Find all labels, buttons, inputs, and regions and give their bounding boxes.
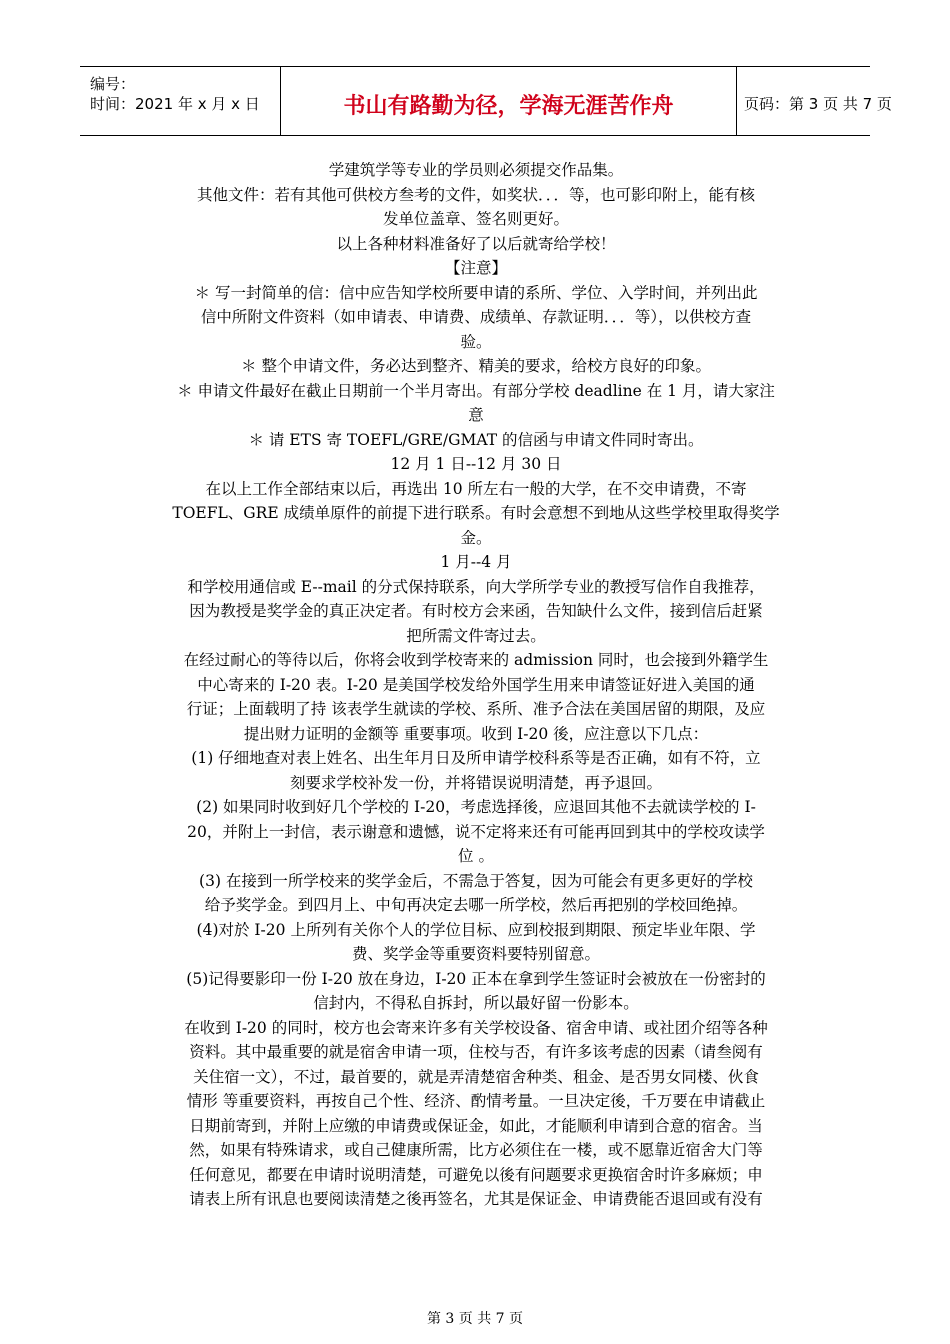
- body-line: 把所需文件寄过去。: [406, 626, 546, 645]
- body-line: 在经过耐心的等待以后，你将会收到学校寄来的 admission 同时，也会接到外籍学生: [183, 651, 769, 669]
- header-motto: 书山有路勤为径，学海无涯苦作舟: [343, 94, 674, 119]
- body-line: (2) 如果同时收到好几个学校的 I-20，考虑选择後，应退回其他不去就读学校的 I-: [196, 798, 756, 816]
- body-line: 任何意见，都要在申请时说明清楚，可避免以後有问题要求更换宿舍时许多麻烦；申: [189, 1165, 763, 1184]
- header-left-cell: [80, 67, 280, 135]
- body-line: 给予奖学金。到四月上、中旬再决定去哪一所学校，然后再把别的学校回绝掉。: [204, 896, 748, 914]
- header-page-number: 页码：第 3 页 共 7 页: [744, 95, 892, 113]
- body-text: [140, 158, 812, 1212]
- body-line: 日期前寄到，并附上应缴的申请费或保证金，如此，才能顺利申请到合意的宿舍。当: [189, 1116, 763, 1135]
- body-line: (5)记得要影印一份 I-20 放在身边，I-20 正本在拿到学生签证时会被放在一份密封的: [186, 969, 766, 988]
- document-time-label: 时间：2021 年 x 月 x 日: [90, 95, 260, 113]
- body-line: 1 月--4 月: [440, 553, 512, 571]
- body-line: 然，如果有特殊请求，或自己健康所需，比方必须住在一楼，或不愿靠近宿舍大门等: [189, 1141, 763, 1159]
- body-line: 位 。: [458, 847, 494, 865]
- body-line: 以上各种材料准备好了以后就寄给学校！: [336, 234, 616, 253]
- page-header: [80, 66, 892, 136]
- header-right-cell: [736, 67, 892, 135]
- body-line: ＊ 请 ETS 寄 TOEFL/GRE/GMAT 的信函与申请文件同时寄出。: [248, 430, 704, 449]
- body-line: (4)对於 I-20 上所列有关你个人的学位目标、应到校报到期限、预定毕业年限、学: [196, 920, 756, 939]
- body-line: 信中所附文件资料（如申请表、申请费、成绩单、存款证明．．．等），以供校方查: [200, 308, 752, 326]
- body-line: (1) 仔细地查对表上姓名、出生年月日及所申请学校科系等是否正确，如有不符，立: [191, 749, 761, 767]
- body-line: 20，并附上一封信，表示谢意和遗憾，说不定将来还有可能再回到其中的学校攻读学: [187, 822, 765, 841]
- header-middle-cell: [280, 67, 737, 135]
- document-number-label: 编号：: [90, 75, 136, 93]
- body-line: ＊ 整个申请文件，务必达到整齐、精美的要求，给校方良好的印象。: [241, 357, 711, 375]
- body-line: 费、奖学金等重要资料要特别留意。: [351, 945, 600, 963]
- body-line: 意: [468, 406, 484, 424]
- body-line: 提出财力证明的金额等 重要事项。收到 I-20 後，应注意以下几点：: [243, 724, 709, 743]
- body-line: 在收到 I-20 的同时，校方也会寄来许多有关学校设备、宿舍申请、或社团介绍等各种: [184, 1018, 768, 1037]
- body-line: 关住宿一文），不过，最首要的，就是弄清楚宿舍种类、租金、是否男女同楼、伙食: [193, 1067, 759, 1086]
- body-line: 资料。其中最重要的就是宿舍申请一项，住校与否，有许多该考虑的因素（请叁阅有: [189, 1043, 763, 1061]
- page-footer: 第 3 页 共 7 页: [426, 1311, 524, 1327]
- body-line: 因为教授是奖学金的真正决定者。有时校方会来函，告知缺什么文件，接到信后赶紧: [189, 602, 763, 620]
- body-line: 【注意】: [444, 259, 507, 277]
- body-line: 请表上所有讯息也要阅读清楚之後再签名，尤其是保证金、申请费能否退回或有没有: [189, 1190, 763, 1208]
- body-line: 情形 等重要资料，再按自己个性、经济、酌情考量。一旦决定後，千万要在申请截止: [186, 1092, 766, 1110]
- body-line: 和学校用通信或 E--mail 的分式保持联系，向大学所学专业的教授写信作自我推荐，: [187, 577, 765, 596]
- body-line: 12 月 1 日--12 月 30 日: [390, 455, 562, 473]
- body-line: 其他文件：若有其他可供校方叁考的文件，如奖状．．．等，也可影印附上，能有核: [196, 185, 755, 204]
- body-line: 验。: [460, 332, 492, 351]
- body-line: ＊ 申请文件最好在截止日期前一个半月寄出。有部分学校 deadline 在 1 月，请大家注: [177, 381, 775, 400]
- body-line: 在以上工作全部结束以后，再选出 10 所左右一般的大学，在不交申请费，不寄: [205, 479, 747, 498]
- body-line: TOEFL、GRE 成绩单原件的前提下进行联系。有时会意想不到地从这些学校里取得奖学: [172, 504, 780, 522]
- body-line: 发单位盖章、签名则更好。: [382, 210, 569, 228]
- body-line: 金。: [460, 528, 492, 547]
- body-line: 刻要求学校补发一份，并将错误说明清楚，再予退回。: [289, 773, 662, 792]
- body-line: 中心寄来的 I-20 表。I-20 是美国学校发给外国学生用来申请签证好进入美国的通: [197, 675, 755, 694]
- body-line: 信封内，不得私自拆封，所以最好留一份影本。: [313, 994, 639, 1012]
- body-line: (3) 在接到一所学校来的奖学金后，不需急于答复，因为可能会有更多更好的学校: [199, 871, 753, 890]
- body-line: 行证；上面载明了持 该表学生就读的学校、系所、准予合法在美国居留的期限，及应: [186, 700, 766, 718]
- body-line: ＊ 写一封简单的信：信中应告知学校所要申请的系所、学位、入学时间，并列出此: [194, 283, 758, 302]
- body-line: 学建筑学等专业的学员则必须提交作品集。: [328, 161, 624, 179]
